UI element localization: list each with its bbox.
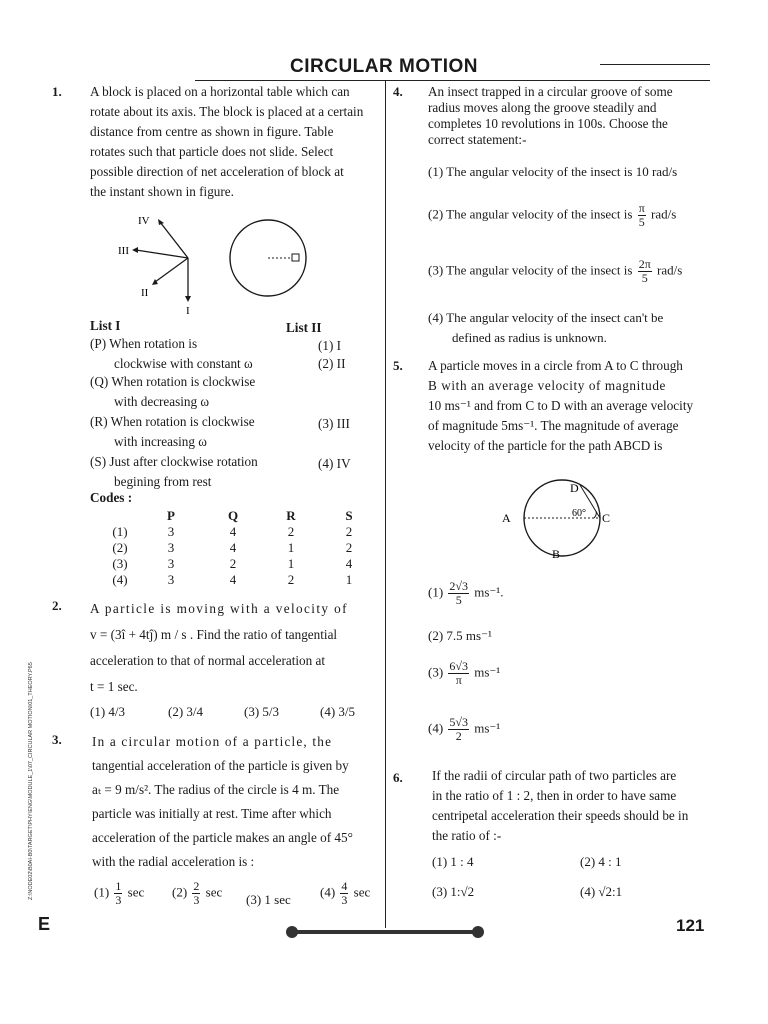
q4-option-2-text: (2) The angular velocity of the insect is: [428, 206, 633, 222]
codes-option-number: (3): [112, 556, 128, 571]
q6-text: [432, 766, 716, 846]
footer-ornament-right: [472, 926, 484, 938]
q5-option-3-unit: ms⁻¹: [474, 664, 501, 680]
q3-line: with the radial acceleration is :: [92, 854, 255, 869]
q6-number: 6.: [393, 770, 403, 785]
denominator: 5: [638, 215, 645, 229]
q4-option-3-text: (3) The angular velocity of the insect is: [428, 262, 633, 278]
q4-option-3-unit: rad/s: [657, 262, 683, 278]
publisher-logo: E: [38, 914, 51, 934]
q3-option-1[interactable]: [94, 880, 144, 907]
point-a: A: [502, 511, 511, 525]
codes-row[interactable]: [100, 572, 380, 588]
q6-option-2[interactable]: (2) 4 : 1: [580, 854, 622, 869]
codes-cell: 4: [345, 556, 353, 571]
q5-text: [428, 356, 712, 456]
denominator: 2: [455, 729, 462, 743]
codes-option-number: (1): [112, 524, 128, 539]
q5-option-4-unit: ms⁻¹: [474, 720, 501, 736]
q5-option-4-fraction: [448, 716, 469, 743]
list2-item-2: (2) II: [318, 356, 346, 371]
codes-option-number: (4): [112, 572, 128, 587]
codes-cell: 4: [229, 572, 237, 587]
codes-option-number: (2): [112, 540, 128, 555]
q5-option-3[interactable]: [428, 660, 500, 687]
numerator: 2√3: [449, 579, 469, 593]
codes-cell: 3: [167, 572, 175, 587]
list1-s-line2: begining from rest: [114, 474, 212, 489]
list1-s-line1: (S) Just after clockwise rotation: [90, 454, 258, 469]
codes-row[interactable]: [100, 540, 380, 556]
title-rule: [600, 64, 710, 65]
codes-cell: 2: [229, 556, 237, 571]
q5-option-3-fraction: [448, 660, 469, 687]
q5-option-1-unit: ms⁻¹.: [474, 584, 504, 600]
codes-row[interactable]: [100, 524, 380, 540]
codes-cell: 3: [167, 556, 175, 571]
q4-option-1[interactable]: (1) The angular velocity of the insect is 10 rad/s: [428, 164, 678, 179]
list1-r-line1: (R) When rotation is clockwise: [90, 414, 255, 429]
codes-head-r: R: [286, 508, 296, 523]
arrow-iii: [136, 250, 188, 258]
q4-option-2[interactable]: [428, 202, 676, 229]
codes-cell: 2: [287, 524, 295, 539]
q5-line: B with an average velocity of magnitude: [428, 378, 666, 393]
q2-option-3[interactable]: (3) 5/3: [244, 704, 280, 719]
label-ii: II: [141, 287, 149, 299]
q4-option-4-line2: defined as radius is unknown.: [452, 330, 607, 345]
q6-option-3[interactable]: (3) 1:√2: [432, 884, 475, 899]
page-title: CIRCULAR MOTION: [290, 56, 478, 77]
list1-row-s: [90, 452, 258, 492]
codes-cell: 2: [345, 540, 353, 555]
q6-line: centripetal acceleration their speeds should be in: [432, 808, 689, 823]
q2-text: [90, 596, 380, 700]
q4-option-3-fraction: [638, 258, 652, 285]
column-divider: [385, 80, 386, 928]
point-c: C: [602, 511, 611, 525]
q1-line: A block is placed on a horizontal table which can: [90, 84, 350, 99]
codes-cell: 3: [167, 540, 175, 555]
q5-option-1-fraction: [448, 580, 469, 607]
q5-option-4[interactable]: [428, 716, 500, 743]
numerator: 6√3: [449, 659, 469, 673]
codes-header-row: [100, 508, 380, 524]
list1-p-line1: (P) When rotation is: [90, 336, 198, 351]
codes-cell: 2: [287, 572, 295, 587]
q1-line: possible direction of net acceleration of block at: [90, 164, 344, 179]
q3-option-4-fraction: [340, 880, 348, 907]
codes-cell: 1: [287, 556, 295, 571]
arrow-i-head: [185, 296, 191, 302]
q4-option-3[interactable]: [428, 258, 682, 285]
q1-line: the instant shown in figure.: [90, 184, 234, 199]
q3-line: particle was initially at rest. Time after which: [92, 806, 332, 821]
codes-table: [100, 508, 380, 588]
q2-option-2[interactable]: (2) 3/4: [168, 704, 204, 719]
q3-option-3[interactable]: (3) 1 sec: [246, 892, 291, 907]
q2-line: v = (3î + 4tĵ) m / s . Find the ratio of tangential: [90, 627, 338, 642]
q4-option-4[interactable]: [428, 308, 663, 348]
header-rule: [195, 80, 710, 81]
angle-arc: [594, 511, 596, 518]
q5-option-1[interactable]: [428, 580, 503, 607]
arrow-iii-head: [132, 247, 138, 253]
list1-q-line1: (Q) When rotation is clockwise: [90, 374, 256, 389]
numerator: 2π: [638, 257, 651, 271]
q4-option-2-unit: rad/s: [651, 206, 677, 222]
q4-line: correct statement:-: [428, 132, 527, 147]
q2-option-4[interactable]: (4) 3/5: [320, 704, 356, 719]
list2-heading: List II: [286, 320, 322, 335]
list1-q-line2: with decreasing ω: [114, 394, 210, 409]
q2-option-1[interactable]: (1) 4/3: [90, 704, 126, 719]
q5-number: 5.: [393, 358, 403, 373]
codes-head-p: P: [167, 508, 175, 523]
denominator: 3: [341, 893, 348, 907]
denominator: 5: [641, 271, 648, 285]
footer-ornament-left: [286, 926, 298, 938]
q3-text: [92, 730, 382, 874]
page-number: 121: [676, 916, 705, 935]
q3-option-4-unit: sec: [353, 884, 371, 900]
codes-head-s: S: [345, 508, 353, 523]
codes-cell: 1: [345, 572, 353, 587]
q4-line: completes 10 revolutions in 100s. Choose the: [428, 116, 668, 131]
label-iii: III: [118, 245, 129, 257]
q6-option-1[interactable]: (1) 1 : 4: [432, 854, 474, 869]
q2-number: 2.: [52, 598, 62, 613]
denominator: 3: [115, 893, 122, 907]
codes-cell: 2: [345, 524, 353, 539]
q6-line: If the radii of circular path of two particles are: [432, 768, 677, 783]
q5-line: A particle moves in a circle from A to C through: [428, 358, 683, 373]
list1-row-q: [90, 372, 255, 412]
q3-option-4-label: (4): [320, 884, 336, 900]
label-i: I: [186, 305, 190, 317]
q2-line: A particle is moving with a velocity of: [90, 601, 348, 616]
q5-line: 10 ms⁻¹ and from C to D with an average velocity: [428, 398, 694, 413]
arrow-iv-head: [158, 219, 164, 225]
codes-label: Codes :: [90, 490, 133, 505]
q3-option-1-unit: sec: [127, 884, 145, 900]
q1-line: rotate about its axis. The block is placed at a certain: [90, 104, 364, 119]
codes-cell: 4: [229, 540, 237, 555]
list2-item-3: (3) III: [318, 416, 350, 431]
q1-direction-figure: [110, 210, 320, 320]
q4-text: [428, 84, 710, 148]
footer-ornament-bar: [292, 930, 477, 934]
codes-row[interactable]: [100, 556, 380, 572]
list1-heading: List I: [90, 318, 121, 333]
q3-number: 3.: [52, 732, 62, 747]
q2-line: t = 1 sec.: [90, 679, 138, 694]
q1-number: 1.: [52, 84, 62, 99]
label-iv: IV: [138, 215, 150, 227]
list1-r-line2: with increasing ω: [114, 434, 207, 449]
q5-option-4-label: (4): [428, 720, 444, 736]
list2-item-1: (1) I: [318, 338, 342, 353]
q5-line: velocity of the particle for the path ABCD is: [428, 438, 663, 453]
numerator: 2: [193, 879, 200, 893]
q5-circle-figure: [490, 478, 620, 560]
q1-line: distance from centre as shown in figure. Table: [90, 124, 334, 139]
codes-cell: 1: [287, 540, 295, 555]
q1-line: rotates such that particle does not slide. Select: [90, 144, 334, 159]
angle-label: 60°: [572, 508, 586, 519]
q3-option-2[interactable]: [172, 880, 222, 907]
q3-option-2-fraction: [192, 880, 200, 907]
q3-line: aₜ = 9 m/s². The radius of the circle is 4 m. The: [92, 782, 340, 797]
point-b: B: [552, 547, 561, 560]
file-path-margin-text: Z:\NODE02\B0AI-B0\TARGET\PHY\ENG\MODULE_1\07_CIRCULAR MOTION\01_THEORY.P65: [28, 662, 34, 900]
numerator: π: [638, 201, 645, 215]
denominator: 3: [193, 893, 200, 907]
q4-option-4-line1: (4) The angular velocity of the insect can't be: [428, 310, 664, 325]
q4-option-2-fraction: [638, 202, 646, 229]
q4-line: An insect trapped in a circular groove of some: [428, 84, 673, 99]
numerator: 1: [115, 879, 122, 893]
arrow-ii: [155, 258, 188, 282]
numerator: 4: [341, 879, 348, 893]
q3-line: In a circular motion of a particle, the: [92, 734, 333, 749]
q4-number: 4.: [393, 84, 403, 99]
denominator: 5: [455, 593, 462, 607]
codes-cell: 4: [229, 524, 237, 539]
codes-head-q: Q: [227, 508, 239, 523]
q6-line: the ratio of :-: [432, 828, 502, 843]
list1-p-line2: clockwise with constant ω: [114, 356, 253, 371]
q5-option-1-label: (1): [428, 584, 444, 600]
q6-option-4[interactable]: (4) √2:1: [580, 884, 623, 899]
list1-row-p: [90, 334, 253, 374]
q3-option-2-label: (2): [172, 884, 188, 900]
q3-line: tangential acceleration of the particle is given by: [92, 758, 349, 773]
q3-option-2-unit: sec: [205, 884, 223, 900]
q3-option-1-label: (1): [94, 884, 110, 900]
q5-option-2[interactable]: (2) 7.5 ms⁻¹: [428, 628, 492, 643]
list1-row-r: [90, 412, 255, 452]
q2-line: acceleration to that of normal acceleration at: [90, 653, 326, 668]
q6-line: in the ratio of 1 : 2, then in order to have same: [432, 788, 677, 803]
q5-line: of magnitude 5ms⁻¹. The magnitude of average: [428, 418, 679, 433]
list2-item-4: (4) IV: [318, 456, 351, 471]
codes-cell: 3: [167, 524, 175, 539]
arrow-iv: [160, 222, 188, 258]
q4-line: radius moves along the groove steadily and: [428, 100, 657, 115]
point-d: D: [570, 481, 579, 495]
numerator: 5√3: [449, 715, 469, 729]
q5-option-3-label: (3): [428, 664, 444, 680]
q3-option-4[interactable]: [320, 880, 370, 907]
q1-text: [90, 82, 380, 202]
denominator: π: [455, 673, 462, 687]
block: [292, 254, 299, 261]
q3-line: acceleration of the particle makes an angle of 45°: [92, 830, 353, 845]
q3-option-1-fraction: [114, 880, 122, 907]
